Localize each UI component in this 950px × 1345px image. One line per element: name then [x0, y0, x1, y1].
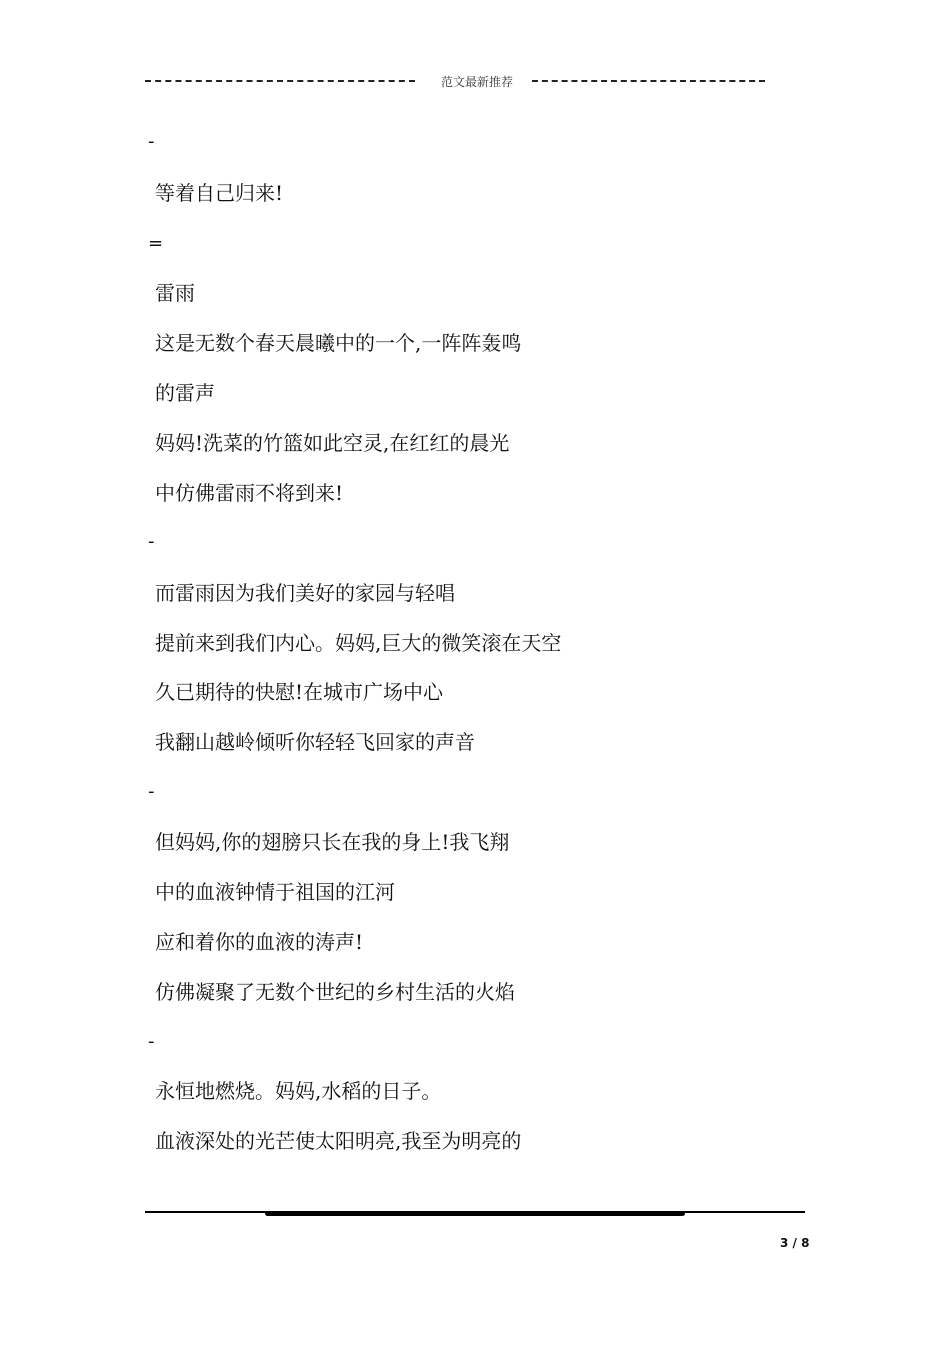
separator-mark: = — [148, 233, 164, 254]
poem-line: 仿佛凝聚了无数个世纪的乡村生活的火焰 — [155, 980, 515, 1004]
separator-mark: - — [148, 531, 155, 552]
poem-line: 血液深处的光芒使太阳明亮,我至为明亮的 — [155, 1129, 522, 1153]
poem-line: 等着自己归来! — [155, 181, 284, 205]
poem-line: 妈妈!洗菜的竹篮如此空灵,在红红的晨光 — [155, 431, 510, 455]
page-number: 3 / 8 — [780, 1236, 810, 1250]
poem-line: 我翻山越岭倾听你轻轻飞回家的声音 — [155, 730, 475, 754]
poem-line: 而雷雨因为我们美好的家园与轻唱 — [155, 581, 455, 605]
poem-line: 中仿佛雷雨不将到来! — [155, 481, 344, 505]
poem-line: 提前来到我们内心。妈妈,巨大的微笑滚在天空 — [155, 631, 562, 655]
separator-mark: - — [148, 131, 155, 152]
poem-line: 久已期待的快慰!在城市广场中心 — [155, 680, 444, 704]
poem-line: 中的血液钟情于祖国的江河 — [155, 880, 395, 904]
poem-line: 应和着你的血液的涛声! — [155, 930, 364, 954]
poem-title: 雷雨 — [155, 281, 195, 305]
poem-line: 的雷声 — [155, 381, 215, 405]
page-header — [145, 70, 765, 92]
poem-line: 这是无数个春天晨曦中的一个,一阵阵轰鸣 — [155, 331, 522, 355]
header-rule-right — [532, 80, 765, 82]
separator-mark: - — [148, 781, 155, 802]
footer-rule — [145, 1211, 805, 1216]
poem-line: 永恒地燃烧。妈妈,水稻的日子。 — [155, 1079, 442, 1103]
separator-mark: - — [148, 1031, 155, 1052]
header-rule-left — [145, 80, 415, 82]
header-title: 范文最新推荐 — [441, 75, 514, 89]
poem-line: 但妈妈,你的翅膀只长在我的身上!我飞翔 — [155, 830, 510, 854]
